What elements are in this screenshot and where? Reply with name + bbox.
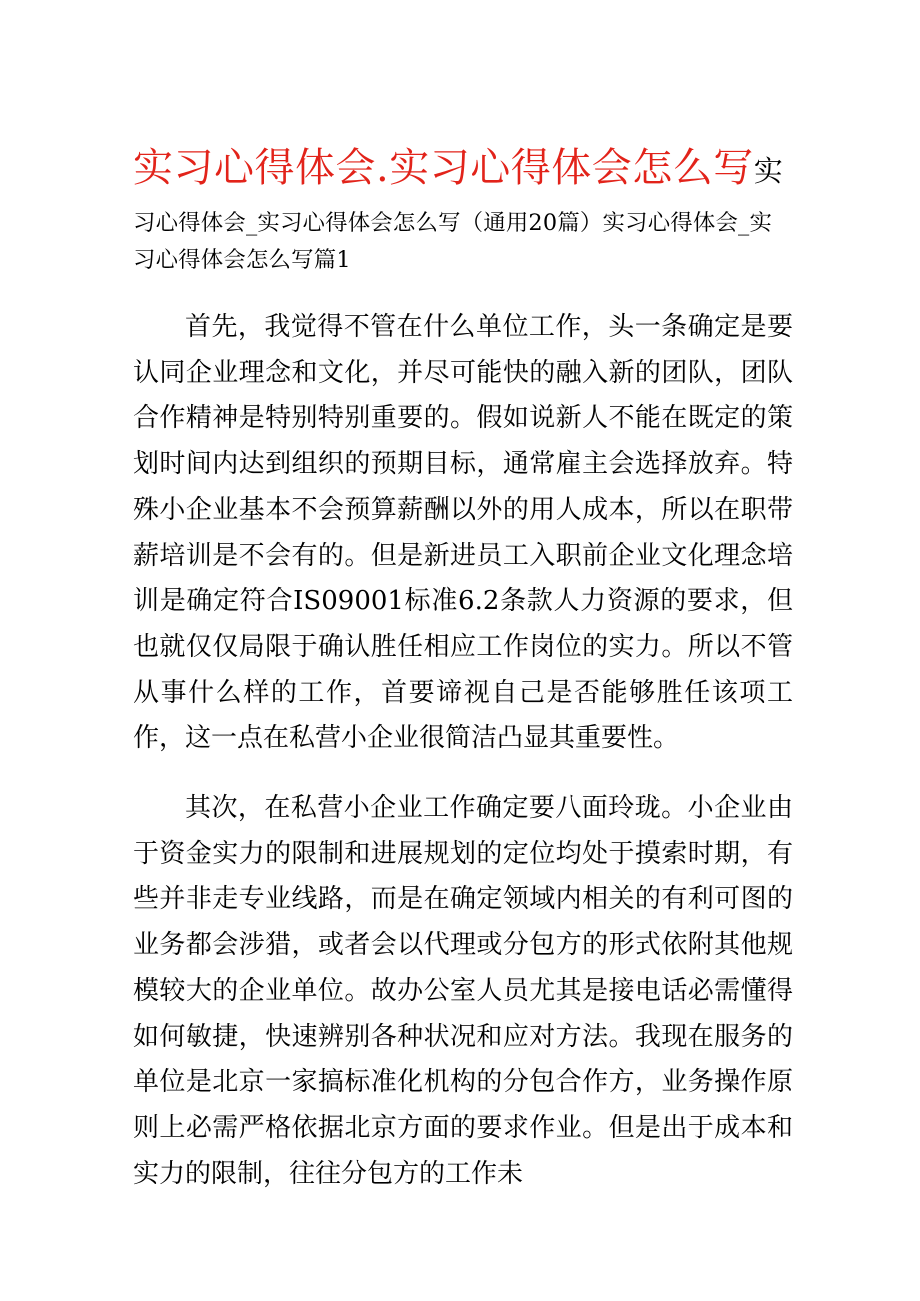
body-paragraph-2: 其次，在私营小企业工作确定要八面玲珑。小企业由于资金实力的限制和进展规划的定位均处于摸索时期，有些并非走专业线路，而是在确定领域内相关的有利可图的业务都会涉猎，或者会以代理或分包方的形式依附其他规模较大的企业单位。故办公室人员尤其是接电话必需懂得如何敏捷，快速辨别各种状况和应对方法。我现在服务的单位是北京一家搞标准化机构的分包合作方，业务操作原则上必需严格依据北京方面的要求作业。但是出于成本和实力的限制，往往分包方的工作未 bbox=[133, 793, 793, 1189]
document-title bbox=[133, 140, 793, 199]
body-paragraph-1: 首先，我觉得不管在什么单位工作，头一条确定是要认同企业理念和文化，并尽可能快的融入新的团队，团队合作精神是特别特别重要的。假如说新人不能在既定的策划时间内达到组织的预期目标，通常雇主会选择放弃。特殊小企业基本不会预算薪酬以外的用人成本，所以在职带薪培训是不会有的。但是新进员工入职前企业文化理念培训是确定符合IS09001标准6.2条款人力资源的要求，但也就仅仅局限于确认胜任相应工作岗位的实力。所以不管从事什么样的工作，首要谛视自己是否能够胜任该项工作，这一点在私营小企业很简洁凸显其重要性。 bbox=[133, 312, 793, 754]
title-continuation-text: 实 bbox=[753, 154, 783, 188]
title-red-text: 实习心得体会.实习心得体会怎么写 bbox=[133, 145, 754, 191]
document-subtitle: 习心得体会_实习心得体会怎么写（通用20篇）实习心得体会_实习心得体会怎么写篇1 bbox=[133, 210, 773, 273]
